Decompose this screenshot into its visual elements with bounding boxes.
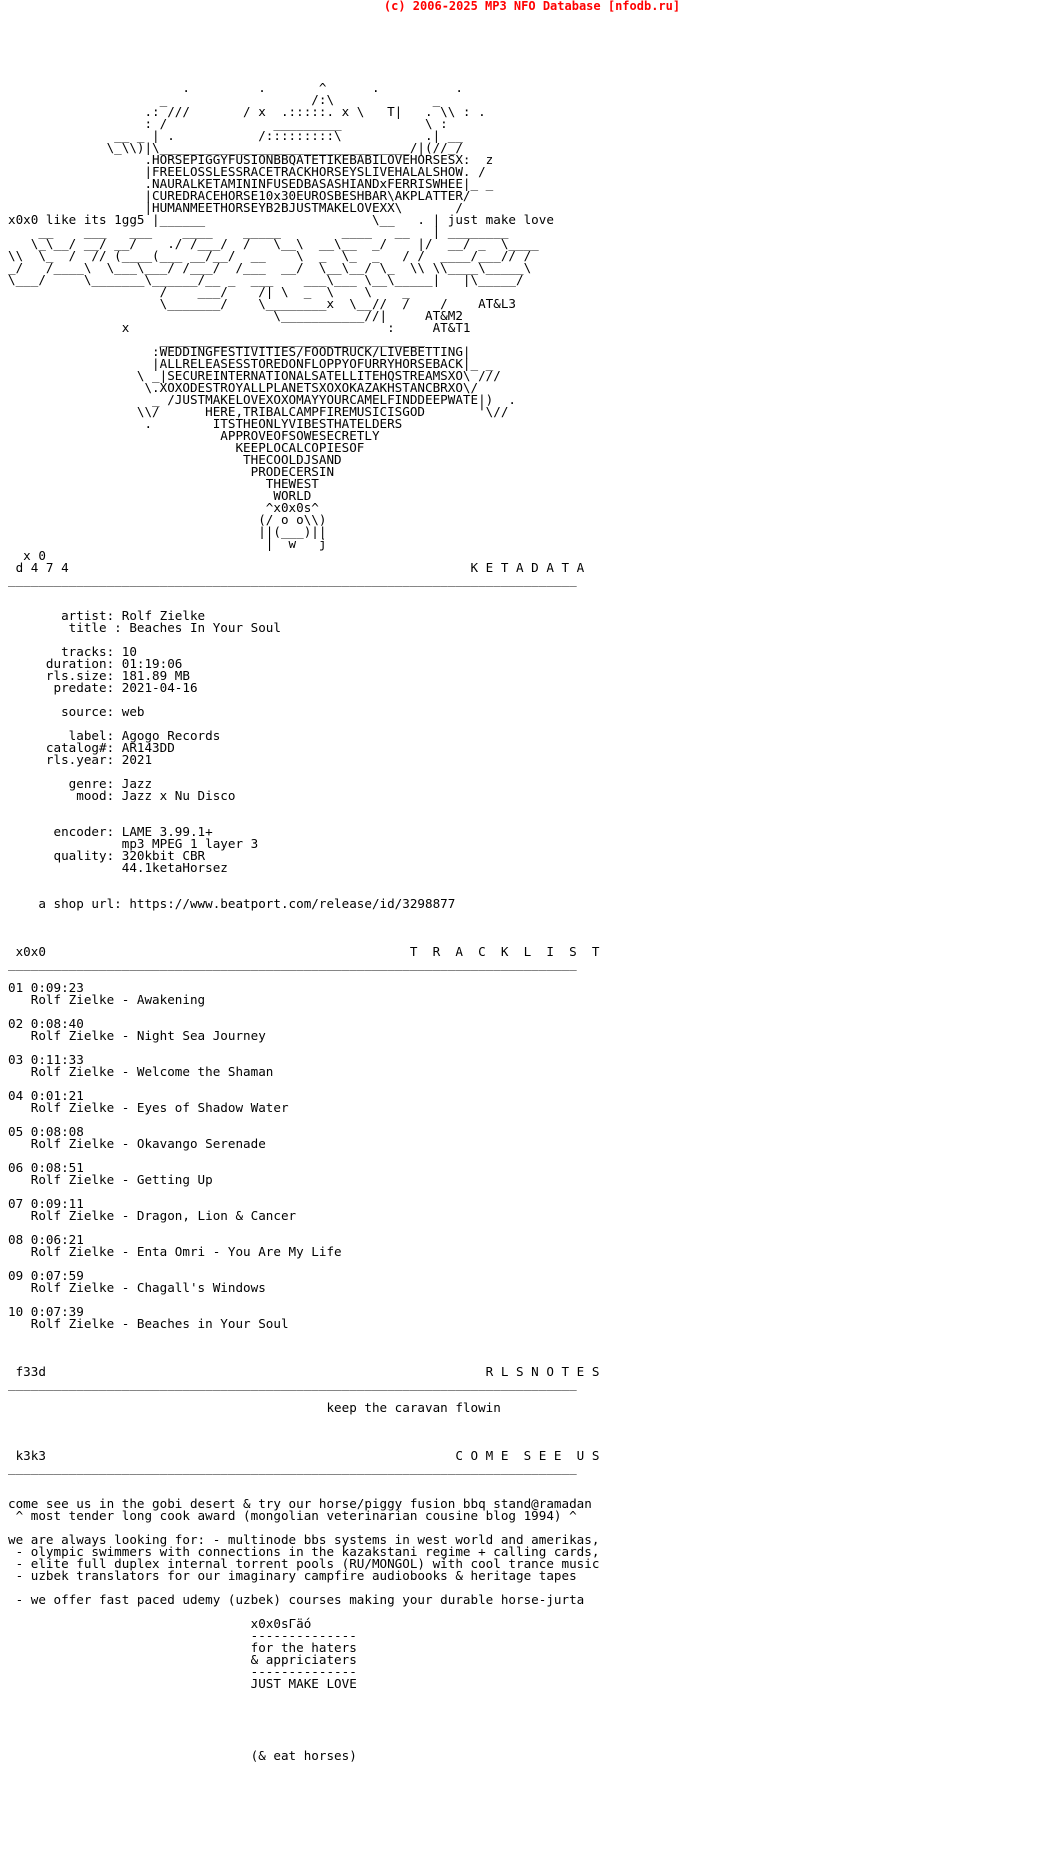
nfo-text: . . ^ . . _ /:\ _ .: /// / x .:::::. x \ T| . \\ : . : / _________ \ : __ _ | . /:::::::::\ .| __ \_\\)|\_________________________________/|(//_/ .HORSEPIGGYFUSIONBBQATETIKEBABILOVEHORSESX: z |FREELOSSLESSRACETRACKHORSEYSLIVEHALALSHOW. / .NAURALKETAMININFUSEDBASASHIANDxFERRISWHEE|_ _ |CUREDRACEHORSE10x30EUROSBESHBAR\AKPLATTER/ |HUMANMEETHORSEYB2BJUSTMAKELOVEXX\ / x0x0 like its 1gg5 |______ \__ . | just make love __ ___ ___ ____ _____ ____ __ | ________ \_\__/ __/ __/ ./ /___/ / \__\ __\__ _/ |/ __/ _ \____ \\ \_ / // (____(___ __/__/ __ \ _ \_ _ / / ____/___// / _/ /____\ \___\___/ /___/ /___ __/ \__\__/ \_ \\ \\____\_____\ \___/ \_______\______/__ _ ___ ___\___ \__\_____| |\_____/ / ___/ /| \ _ \ \ _ \_______/ \________x \__// / / AT&L3 \___________//| AT&M2 x : AT&T1 ___________________________________ :WEDDINGFESTIVITIES/FOODTRUCK/LIVEBETTING| |ALLRELEASESSTOREDONFLOPPYOFURRYHORSEBACK|_ _ \ _|SECUREINTERNATIONALSATELLITEHQSTREAMSXO\ /// \.XOXODESTROYALLPLANETSXOXOKAZAKHSTANCBRXO\/ _ /JUSTMAKELOVEXOXOMAYYOURCAMELFINDDEEPWATE|) . \\/ HERE,TRIBALCAMPFIREMUSICISGOD '\// . ITSTHEONLYVIBESTHATELDERS APPROVEOFSOWESECRETLY KEEPLOCALCOPIESOF THECOOLDJSAND PRODECERSIN THEWEST WORLD ^x0x0s^ (/ o o\\) ||(___)|| | w j x 0 d 4 7 4 K E T A D A T A ___________________________________________________________________________ artist: Rolf Zielke title : Beaches In Your Soul tracks: 10 duration: 01:19:06 rls.size: 181.89 MB predate: 2021-04-16 source: web label: Agogo Records catalog#: AR143DD rls.year: 2021 genre: Jazz mood: Jazz x Nu Disco encoder: LAME 3.99.1+ mp3 MPEG 1 layer 3 quality: 320kbit CBR 44.1ketaHorsez a shop url: https://www.beatport.com/release/id/3298877 x0x0 T R A C K L I S T ___________________________________________________________________________ 01 0:09:23 Rolf Zielke - Awakening 02 0:08:40 Rolf Zielke - Night Sea Journey 03 0:11:33 Rolf Zielke - Welcome the Shaman 04 0:01:21 Rolf Zielke - Eyes of Shadow Water 05 0:08:08 Rolf Zielke - Okavango Serenade 06 0:08:51 Rolf Zielke - Getting Up 07 0:09:11 Rolf Zielke - Dragon, Lion & Cancer 08 0:06:21 Rolf Zielke - Enta Omri - You Are My Life 09 0:07:59 Rolf Zielke - Chagall's Windows 10 0:07:39 Rolf Zielke - Beaches in Your Soul f33d R L S N O T E S ___________________________________________________________________________ keep the caravan flowin k3k3 C O M E S E E U S ___________________________________________________________________________ come see us in the gobi desert & try our horse/piggy fusion bbq stand@ramadan ^ most tender long cook award (mongolian veterinarian cousine blog 1994) ^ we are always looking for: - multinode bbs systems in west world and amerikas, - olympic swimmers with connections in the kazakstani regime + calling cards, - elite full duplex internal torrent pools (RU/MONGOL) with cool trance music - uzbek translators for our imaginary campfire audiobooks & heritage tapes - we offer fast paced udemy (uzbek) courses making your durable horse-jurta x0x0sГäó -------------- for the haters & appriciaters -------------- JUST MAKE LOVE (& eat horses) <box>8 80 600 1763</box>
copyright-header: (c) 2006-2025 MP3 NFO Database [nfodb.ru] <box>383 0 681 13</box>
